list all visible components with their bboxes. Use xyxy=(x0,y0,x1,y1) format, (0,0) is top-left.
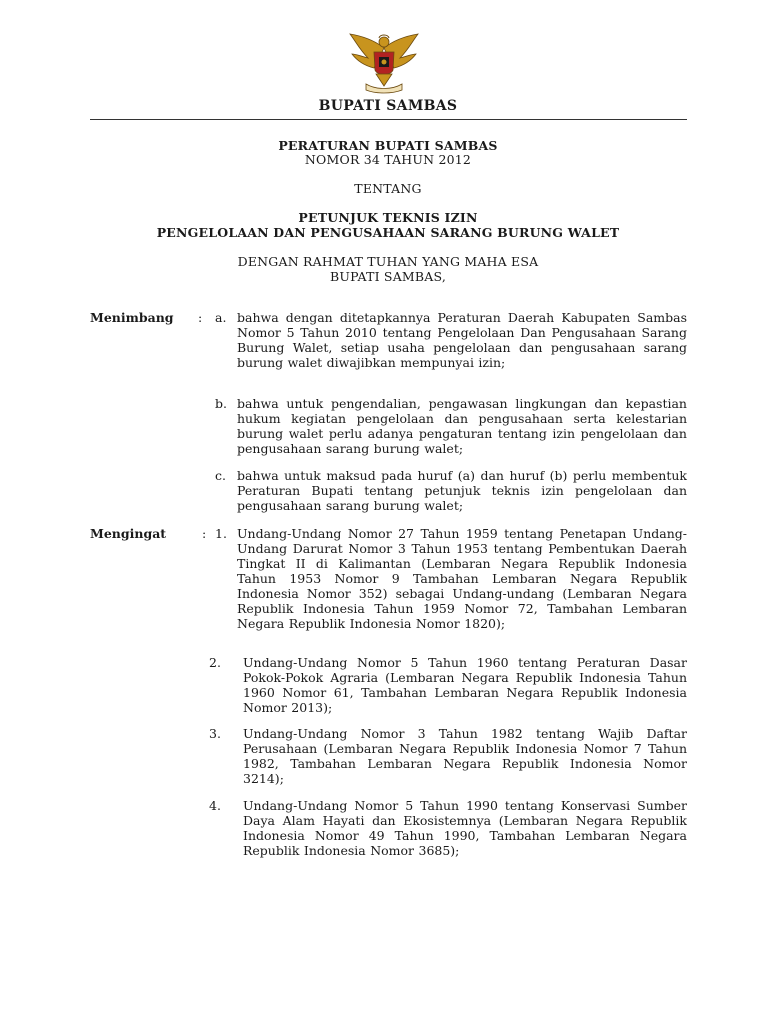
menimbang-item: bahwa dengan ditetapkannya Peraturan Daerah Kabupaten Sambas Nomor 5 Tahun 2010 tentang Pengelolaan Dan Pengusahaan Sarang Burung Walet, setiap usaha pengelolaan dan pengusahaan sarang burung walet diwajibkan mempunyai izin; xyxy=(237,310,687,370)
document-title: BUPATI SAMBAS xyxy=(318,98,458,114)
invocation-line1: DENGAN RAHMAT TUHAN YANG MAHA ESA xyxy=(237,254,539,269)
regulation-name: PERATURAN BUPATI SAMBAS xyxy=(278,138,498,153)
invocation-line2: BUPATI SAMBAS, xyxy=(329,269,447,284)
menimbang-item: bahwa untuk pengendalian, pengawasan lingkungan dan kepastian hukum kegiatan pengelolaan dan pengusahaan serta kelestarian burung walet perlu adanya pengaturan tentang izin pengelolaan dan pengusahaan sarang burung walet; xyxy=(237,396,687,456)
garuda-emblem-icon xyxy=(346,30,422,96)
menimbang-colon: : xyxy=(198,310,203,325)
mengingat-item: Undang-Undang Nomor 27 Tahun 1959 tentang Penetapan Undang-Undang Darurat Nomor 3 Tahun 1953 tentang Pembentukan Daerah Tingkat II di Kalimantan (Lembaran Negara Republik Indonesia Tahun 1953 Nomor 9 Tambahan Lembaran Negara Republik Indonesia Nomor 352) sebagai Undang-undang (Lembaran Negara Republik Indonesia Tahun 1959 Nomor 72, Tambahan Lembaran Negara Republik Indonesia Nomor 1820); xyxy=(237,526,687,631)
mengingat-item-marker: 2. xyxy=(209,655,221,670)
regulation-about: TENTANG xyxy=(354,181,422,196)
mengingat-item-marker: 3. xyxy=(209,726,221,741)
mengingat-item: Undang-Undang Nomor 5 Tahun 1990 tentang Konservasi Sumber Daya Alam Hayati dan Ekosistemnya (Lembaran Negara Republik Indonesia Nomor 49 Tahun 1990, Tambahan Lembaran Negara Republik Indonesia Nomor 3685); xyxy=(243,798,687,858)
mengingat-label: Mengingat xyxy=(90,526,167,541)
regulation-subject-line1: PETUNJUK TEKNIS IZIN xyxy=(298,210,478,225)
mengingat-item-marker: 1. xyxy=(215,526,227,541)
regulation-subject-line2: PENGELOLAAN DAN PENGUSAHAAN SARANG BURUNG WALET xyxy=(156,225,620,240)
header-divider xyxy=(90,119,687,120)
mengingat-colon: : xyxy=(202,526,207,541)
mengingat-item: Undang-Undang Nomor 5 Tahun 1960 tentang Peraturan Dasar Pokok-Pokok Agraria (Lembaran Negara Republik Indonesia Tahun 1960 Nomor 61, Tambahan Lembaran Negara Republik Indonesia Nomor 2013); xyxy=(243,655,687,715)
menimbang-label: Menimbang xyxy=(90,310,174,325)
mengingat-item-marker: 4. xyxy=(209,798,221,813)
menimbang-item-marker: c. xyxy=(215,468,226,483)
menimbang-item-marker: a. xyxy=(215,310,227,325)
mengingat-item: Undang-Undang Nomor 3 Tahun 1982 tentang Wajib Daftar Perusahaan (Lembaran Negara Republik Indonesia Nomor 7 Tahun 1982, Tambahan Lembaran Negara Republik Indonesia Nomor 3214); xyxy=(243,726,687,786)
menimbang-item: bahwa untuk maksud pada huruf (a) dan huruf (b) perlu membentuk Peraturan Bupati tentang petunjuk teknis izin pengelolaan dan pengusahaan sarang burung walet; xyxy=(237,468,687,513)
menimbang-item-marker: b. xyxy=(215,396,227,411)
regulation-number: NOMOR 34 TAHUN 2012 xyxy=(304,152,472,167)
